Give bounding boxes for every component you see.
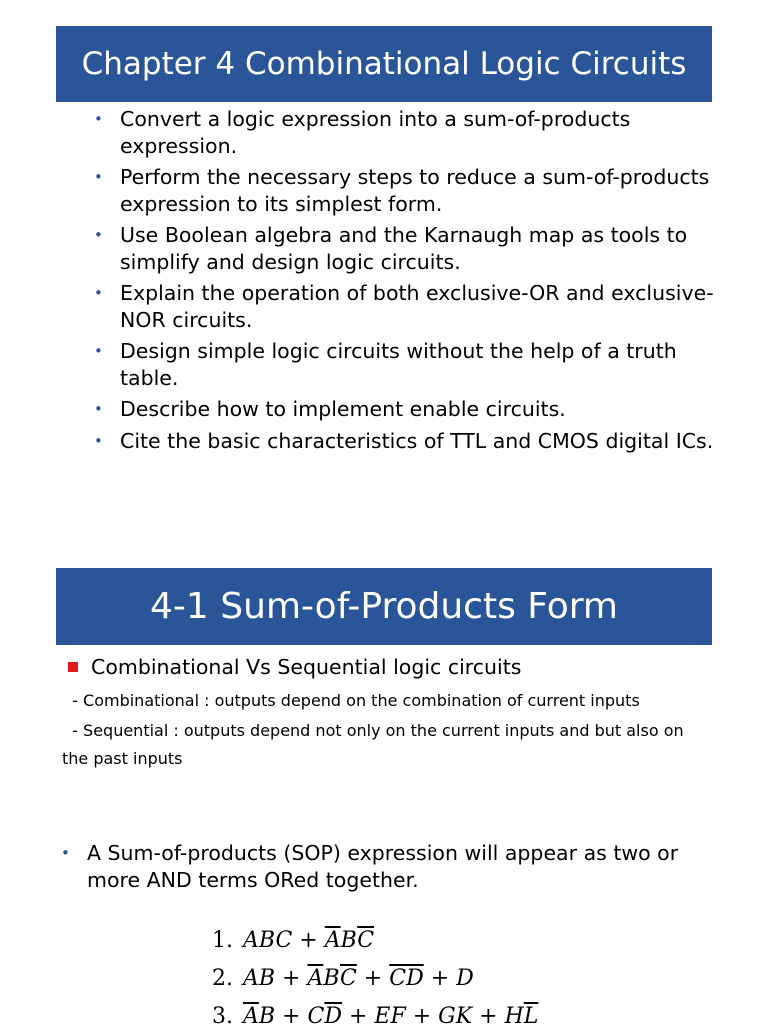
bullet-dot-icon: • (94, 431, 103, 450)
list-item (94, 222, 720, 275)
sop-definition-text: A Sum-of-products (SOP) expression will appear as two or more AND terms ORed together. (87, 841, 679, 892)
variable: C (275, 928, 293, 953)
variable: B (258, 1004, 276, 1029)
chapter-title: Chapter 4 Combinational Logic Circuits (81, 46, 687, 82)
list-item (61, 840, 727, 893)
list-item (94, 338, 720, 391)
variable: H (504, 1004, 524, 1029)
list-item (94, 396, 720, 423)
sop-definition-list (61, 840, 727, 893)
section-title: 4-1 Sum-of-Products Form (150, 586, 618, 627)
variable: B (323, 966, 340, 991)
list-item (94, 164, 720, 217)
section-title-banner (56, 568, 712, 645)
equation-number: 2. (212, 966, 233, 991)
bullet-dot-icon: • (94, 110, 103, 128)
objectives-list (94, 106, 720, 459)
combinational-note: - Combinational : outputs depend on the combination of current inputs (62, 691, 640, 710)
sop-equation (212, 928, 374, 953)
plus-operator: + (405, 1004, 439, 1029)
objective-text: Describe how to implement enable circuits. (120, 397, 566, 421)
variable: B (258, 928, 276, 953)
complemented-variable: $\overline{A}$ (307, 966, 324, 991)
sop-equation (212, 1004, 538, 1029)
red-square-bullet-icon (68, 662, 78, 672)
sop-equation (212, 966, 474, 991)
complemented-variable: $\overline{C}$ (389, 966, 407, 991)
variable: B (340, 928, 358, 953)
equation-number: 3. (212, 1004, 233, 1029)
complemented-variable: $\overline{C}$ (357, 928, 375, 953)
plus-operator: + (275, 966, 308, 991)
variable: A (243, 966, 259, 991)
equation-number: 1. (212, 928, 233, 953)
complemented-variable: $\overline{A}$ (324, 928, 341, 953)
plus-operator: + (292, 928, 325, 953)
variable: B (258, 966, 276, 991)
heading-text: Combinational Vs Sequential logic circuits (91, 655, 522, 679)
objective-text: Design simple logic circuits without the help of a truth table. (120, 339, 677, 390)
bullet-dot-icon: • (61, 844, 70, 862)
chapter-title-banner (56, 26, 712, 102)
plus-operator: + (341, 1004, 375, 1029)
complemented-variable: $\overline{A}$ (243, 1004, 259, 1029)
bullet-dot-icon: • (94, 342, 103, 360)
variable: G (438, 1004, 456, 1029)
objective-text: Explain the operation of both exclusive-OR and exclusive-NOR circuits. (120, 281, 714, 332)
complemented-variable: $\overline{D}$ (324, 1004, 342, 1029)
section-heading (68, 653, 521, 681)
complemented-variable: $\overline{D}$ (406, 966, 424, 991)
variable: D (456, 966, 474, 991)
list-item (94, 428, 720, 455)
bullet-dot-icon: • (94, 168, 103, 186)
objective-text: Perform the necessary steps to reduce a sum-of-products expression to its simplest form. (120, 165, 710, 216)
plus-operator: + (356, 966, 390, 991)
list-item (94, 280, 720, 333)
variable: A (243, 928, 259, 953)
bullet-dot-icon: • (94, 226, 103, 244)
objective-text: Use Boolean algebra and the Karnaugh map as tools to simplify and design logic circuits. (120, 223, 688, 274)
plus-operator: + (472, 1004, 505, 1029)
list-item (94, 106, 720, 159)
objective-text: Cite the basic characteristics of TTL and CMOS digital ICs. (120, 428, 714, 453)
sequential-note: - Sequential : outputs depend not only on the current inputs and but also on the past inputs (62, 721, 689, 768)
plus-operator: + (275, 1004, 308, 1029)
plus-operator: + (423, 966, 457, 991)
complemented-variable: $\overline{L}$ (523, 1004, 539, 1029)
variable: C (307, 1004, 325, 1029)
bullet-dot-icon: • (94, 284, 103, 302)
complemented-variable: $\overline{C}$ (339, 966, 357, 991)
bullet-dot-icon: • (94, 400, 103, 418)
objective-text: Convert a logic expression into a sum-of-products expression. (120, 107, 631, 158)
variable: F (390, 1004, 406, 1029)
variable: K (455, 1004, 473, 1029)
variable: E (374, 1004, 391, 1029)
